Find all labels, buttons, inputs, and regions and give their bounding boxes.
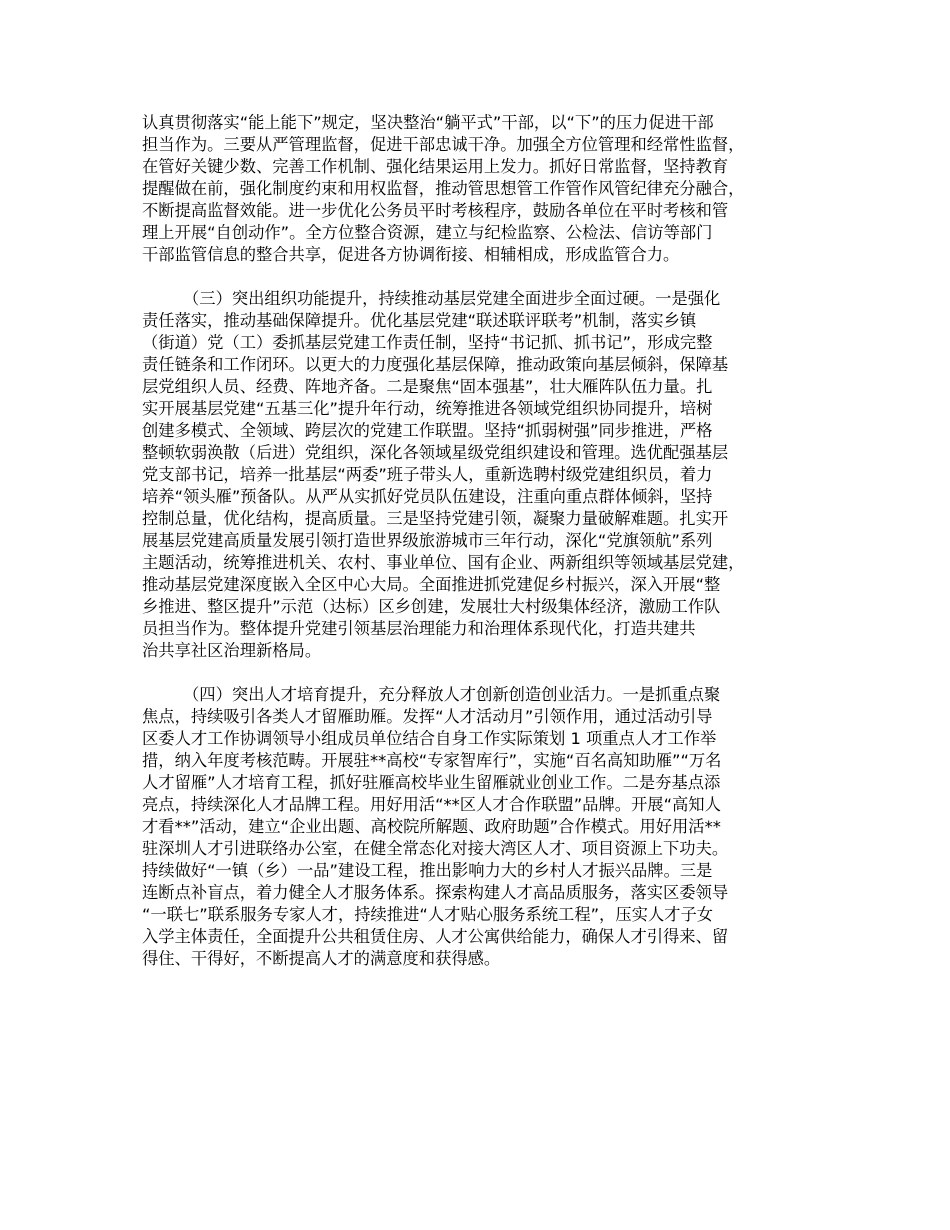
text-line: 措，纳入年度考核范畴。开展驻**高校“专家智库行”，实施“百名高知助雁”“万名 bbox=[142, 751, 722, 770]
text-line: 驻深圳人才引进联络办公室，在健全常态化对接大湾区人才、项目资源上下功夫。 bbox=[142, 839, 729, 858]
text-line: 入学主体责任，全面提升公共租赁住房、人才公寓供给能力，确保人才引得来、留 bbox=[142, 927, 729, 946]
text-line: 担当作为。三要从严管理监督，促进干部忠诚干净。加强全方位管理和经常性监督， bbox=[142, 135, 745, 154]
text-line: 认真贯彻落实“能上能下”规定，坚决整治“躺平式”干部，以“下”的压力促进干部 bbox=[142, 113, 714, 132]
text-line: 培养“领头雁”预备队。从严从实抓好党员队伍建设，注重向重点群体倾斜，坚持 bbox=[142, 487, 713, 506]
text-line: 提醒做在前，强化制度约束和用权监督，推动管思想管工作管作风管纪律充分融合， bbox=[142, 179, 745, 198]
text-line: 推动基层党建深度嵌入全区中心大局。全面推进抓党建促乡村振兴，深入开展“整 bbox=[142, 575, 721, 594]
text-line: 创建多模式、全领域、跨层次的党建工作联盟。坚持“抓弱树强”同步推进，严格 bbox=[142, 421, 713, 440]
body-paragraph bbox=[142, 112, 830, 266]
text-line: 亮点，持续深化人才品牌工程。用好用活“**区人才合作联盟”品牌。开展“高知人 bbox=[142, 795, 721, 814]
text-line: 理上开展“自创动作”。全方位整合资源，建立与纪检监察、公检法、信访等部门 bbox=[142, 223, 713, 242]
text-line: 责任落实，推动基础保障提升。优化基层党建“联述联评联考”机制，落实乡镇 bbox=[142, 311, 697, 330]
text-line: 人才留雁”人才培育工程，抓好驻雁高校毕业生留雁就业创业工作。二是夯基点添 bbox=[142, 773, 721, 792]
text-line: 才看**”活动，建立“企业出题、高校院所解题、政府助题”合作模式。用好用活** bbox=[142, 817, 721, 836]
text-line: 实开展基层党建“五基三化”提升年行动，统筹推进各领域党组织协同提升，培树 bbox=[142, 399, 713, 418]
text-line: 持续做好“一镇（乡）一品”建设工程，推出影响力大的乡村人才振兴品牌。三是 bbox=[142, 861, 713, 880]
text-line: 不断提高监督效能。进一步优化公务员平时考核程序，鼓励各单位在平时考核和管 bbox=[142, 201, 729, 220]
text-line: 治共享社区治理新格局。 bbox=[142, 641, 322, 660]
text-line: 党支部书记，培养一批基层“两委”班子带头人，重新选聘村级党建组织员，着力 bbox=[142, 465, 713, 484]
text-line: 层党组织人员、经费、阵地齐备。二是聚焦“固本强基”，壮大雁阵队伍力量。扎 bbox=[142, 377, 713, 396]
text-line: 主题活动，统筹推进机关、农村、事业单位、国有企业、两新组织等领域基层党建， bbox=[142, 553, 745, 572]
body-paragraph bbox=[142, 288, 830, 662]
text-line: 控制总量，优化结构，提高质量。三是坚持党建引领，凝聚力量破解难题。扎实开 bbox=[142, 509, 729, 528]
text-line: 乡推进、整区提升”示范（达标）区乡创建，发展壮大村级集体经济，激励工作队 bbox=[142, 597, 721, 616]
text-line: “一联七”联系服务专家人才，持续推进“人才贴心服务系统工程”，压实人才子女 bbox=[142, 905, 714, 924]
text-line: 干部监管信息的整合共享，促进各方协调衔接、相辅相成，形成监管合力。 bbox=[142, 245, 680, 264]
text-line: 整顿软弱涣散（后进）党组织，深化各领域星级党组织建设和管理。选优配强基层 bbox=[142, 443, 729, 462]
text-line: 得住、干得好，不断提高人才的满意度和获得感。 bbox=[142, 949, 501, 968]
document-body bbox=[142, 112, 830, 992]
text-line: （街道）党（工）委抓基层党建工作责任制，坚持“书记抓、抓书记”，形成完整 bbox=[142, 333, 713, 352]
text-line: （三）突出组织功能提升，持续推动基层党建全面进步全面过硬。一是强化 bbox=[183, 289, 721, 308]
text-line: 焦点，持续吸引各类人才留雁助雁。发挥“人才活动月”引领作用，通过活动引导 bbox=[142, 707, 713, 726]
text-line: 展基层党建高质量发展引领打造世界级旅游城市三年行动，深化“党旗领航”系列 bbox=[142, 531, 713, 550]
body-paragraph bbox=[142, 684, 830, 970]
text-line: 责任链条和工作闭环。以更大的力度强化基层保障，推动政策向基层倾斜，保障基 bbox=[142, 355, 729, 374]
text-line: 在管好关键少数、完善工作机制、强化结果运用上发力。抓好日常监督，坚持教育 bbox=[142, 157, 729, 176]
text-line: 区委人才工作协调领导小组成员单位结合自身工作实际策划 1 项重点人才工作举 bbox=[142, 729, 717, 748]
text-line: （四）突出人才培育提升，充分释放人才创新创造创业活力。一是抓重点聚 bbox=[183, 685, 721, 704]
text-line: 员担当作为。整体提升党建引领基层治理能力和治理体系现代化，打造共建共 bbox=[142, 619, 696, 638]
text-line: 连断点补盲点，着力健全人才服务体系。探索构建人才高品质服务，落实区委领导 bbox=[142, 883, 729, 902]
